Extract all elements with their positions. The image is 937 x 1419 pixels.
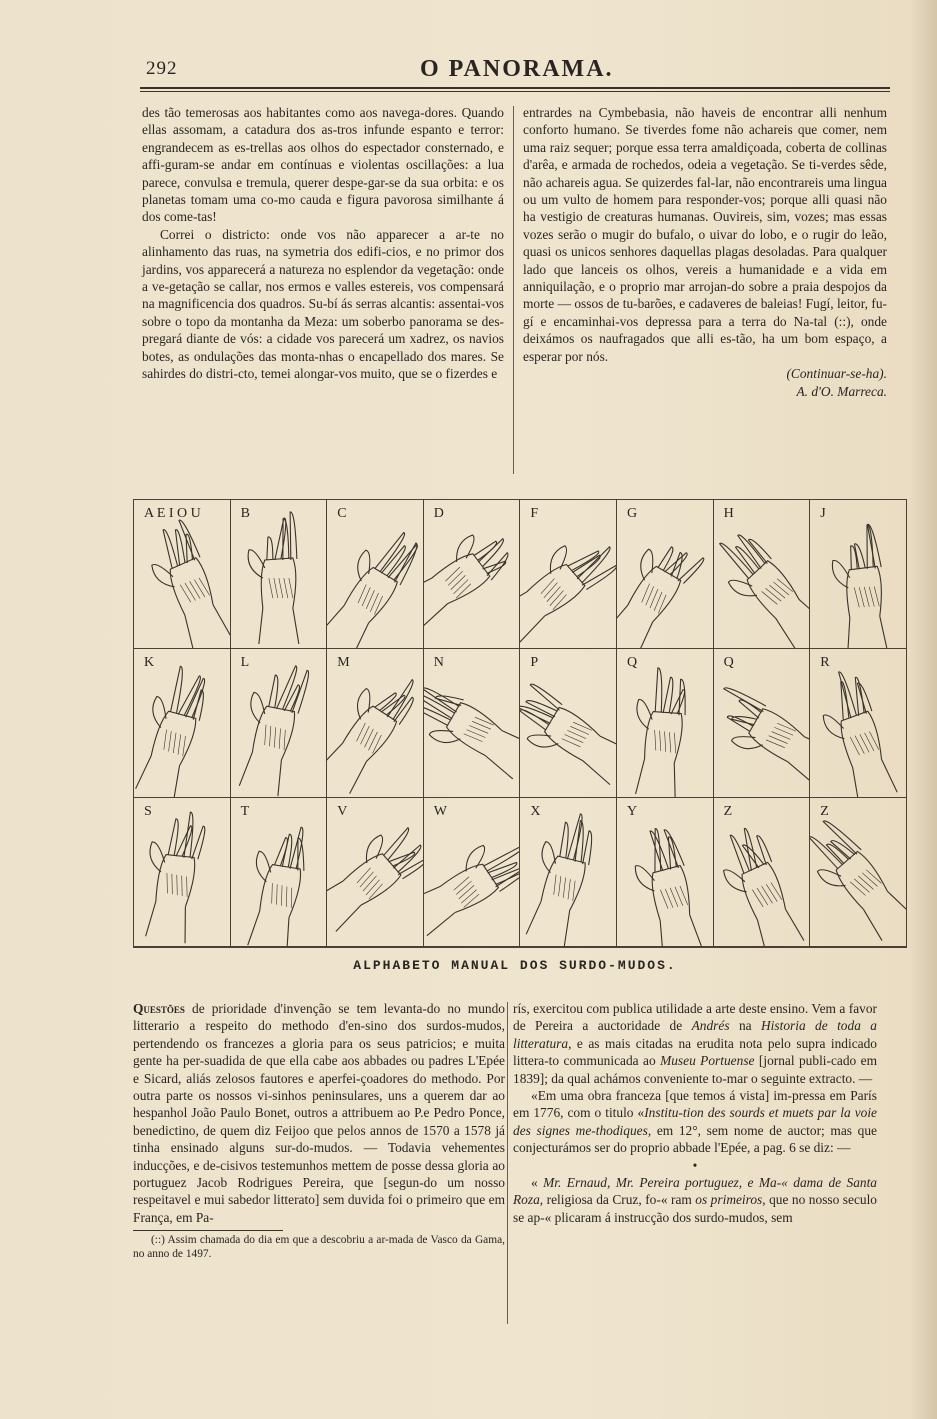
paragraph: entrardes na Cymbebasia, não haveis de encontrar alli nenhum conforto humano. Se tiverdes fome não achareis que comer, nem uma raiz sequer; porque essa terra amaldiçoada, coberta de collinas d'arêa, e armada de rochedos, odeia a vegetação. Se ti-verdes sêde, não achareis agua. Se quizerdes fal-lar, não encontrareis uma lingua ou um vulto de homem para responder-vos; porque alli quasi não ha vestigio de creaturas humanas. Ouvireis, sim, vozes; mas essas vozes serão o mugir do bufalo, o uivar do lobo, e o rugir do leão, quasi os unicos senhores daquellas plagas desoladas. Para qualquer lado que lanceis os olhos, vereis a humanidade e a vida em anniquilação, e o proprio mar arrojan-do sobre a praia despojos da morte — ossos de tu-barões, e cadaveres de baleias! Fugí, leitor, fu-gí e encaminhai-vos depressa para a terra do Na-tal (::), onde deixámos os naufragados que alli es-tão, ha um bom espaço, a esperar por nós.	[523, 105, 887, 364]
lead-word: Questões	[133, 1001, 185, 1016]
sign-cell	[327, 649, 424, 798]
sign-cell	[424, 798, 521, 947]
sign-cell	[134, 649, 231, 798]
sign-letter-label: W	[433, 804, 448, 819]
header-rule	[140, 87, 890, 89]
hand-sign-illustration	[327, 798, 424, 947]
sign-cell	[617, 649, 714, 798]
sign-letter-label: V	[337, 804, 348, 819]
sign-cell	[520, 649, 617, 798]
paragraph: Correi o districto: onde vos não apparecer a ar-te no alinhamento das ruas, na symetria dos edifi-cios, e no primor dos jardins, vos apparecerá a natureza no esplendor da vegetação: onde a ve-getação se callar, nos ermos e valles estereis, vos compensará na magnificencia dos quadros. Su-bí ás serras alcantis: assentai-vos sobre o topo da montanha da Meza: um soberbo panorama se des-pregará diante de vós: a cidade vos parecerá um xadrez, os navios botes, as ondulações das monta-nhas o encapellado dos mares. Se sahirdes do distri-cto, temei alongar-vos muito, que se o fizerdes e	[142, 226, 504, 382]
sign-letter-label: Z	[723, 804, 733, 819]
hand-sign-illustration	[714, 798, 811, 947]
sign-letter-label: Q	[627, 655, 638, 670]
hand-sign-illustration	[134, 500, 231, 649]
sign-letter-label: N	[433, 655, 444, 670]
italic-name: Andrés	[691, 1018, 730, 1034]
sign-alphabet-plate	[133, 499, 907, 948]
top-left-column	[142, 104, 504, 383]
sign-cell	[327, 798, 424, 947]
bottom-left-column	[133, 1000, 505, 1262]
sign-cell	[714, 500, 811, 649]
hand-sign-illustration	[327, 500, 424, 649]
hand-sign-illustration	[424, 798, 521, 947]
sign-letter-label: Y	[627, 804, 638, 819]
sign-cell	[714, 649, 811, 798]
sign-letter-label: F	[530, 506, 539, 521]
sign-letter-label: H	[723, 506, 734, 521]
paragraph: des tão temerosas aos habitantes como aos navega-dores. Quando ellas assomam, a catadura dos as-tros infunde espanto e terror: engrandecem as es-trellas aos olhos do espectador consternado, e affi-guram-se andar em contínuas e violentas oscillações: a lua parece, convulsa e tremula, querer despe-gar-se da sua orbita: e os planetas tomam uma co-mo cauda e figura pavorosa similhante á dos come-tas!	[142, 105, 504, 225]
text-run: rís, exercitou com publica utilidade a arte deste ensino. Vem a favor de Pereira a auctoridade de	[513, 1001, 877, 1034]
sign-cell	[134, 500, 231, 649]
paragraph-text: de prioridade d'invenção se tem levanta-do no mundo litterario a respeito do methodo d'en-sino dos surdos-mudos, pertendendo os francezes a gloria para os seus patricios; e muita gente ha per-suadida de que ella cabe aos abbades ou padres L'Epée e Sicard, aliás zelosos fautores e aperfei-çoadores do methodo. Por outra parte os nossos vi-sinhos peninsulares, uns a querem dar ao hespanhol João Paulo Bonet, outros a attribuem ao P.e Pedro Ponce, benedictino, de quem diz Feijoo que pelos annos de 1570 a 1578 já tinha ensinado alguns sur-do-mudos. — Todavia vehementes inducções, e de-cisivos testemunhos mettem de posse dessa gloria ao portuguez Jacob Rodrigues Pereira, que [segun-do um nosso respeitavel e mui sabedor litterato] sem duvida foi o primeiro que em França, em Pa-	[133, 1001, 505, 1225]
hand-sign-illustration	[134, 649, 231, 798]
sign-cell	[424, 649, 521, 798]
sign-letter-label: T	[240, 804, 250, 819]
column-divider	[513, 106, 514, 474]
sign-cell	[810, 649, 907, 798]
sign-letter-label: D	[433, 506, 444, 521]
sign-letter-label: S	[144, 804, 152, 819]
sign-cell	[231, 798, 328, 947]
hand-sign-illustration	[424, 649, 521, 798]
sign-letter-label: M	[337, 655, 350, 670]
text-run: «Em uma obra franceza [que temos á vista] im-pressa em París em 1776, com o titulo «	[513, 1088, 877, 1121]
sign-letter-label: J	[820, 506, 826, 521]
sign-cell	[617, 798, 714, 947]
sign-cell	[327, 500, 424, 649]
page-edge-shadow	[909, 0, 937, 1419]
sign-cell	[714, 798, 811, 947]
text-run: , religiosa da Cruz, fo-« ram	[539, 1192, 696, 1208]
footnote: (::) Assim chamada do dia em que a descobriu a ar-mada de Vasco da Gama, no anno de 1497.	[133, 1234, 505, 1261]
text-run: , que no nosso seculo se ap-« plicaram á instrucção dos surdo-mudos, sem	[513, 1192, 878, 1225]
plate-caption: ALPHABETO MANUAL DOS SURDO-MUDOS.	[353, 958, 677, 973]
sign-cell	[520, 798, 617, 947]
sign-letter-label: P	[530, 655, 539, 670]
hand-sign-illustration	[617, 649, 714, 798]
italic-title: Historia de toda a litteratura	[513, 1018, 877, 1051]
paragraph	[513, 1000, 877, 1087]
hand-sign-illustration	[810, 500, 907, 649]
sign-letter-label: L	[240, 655, 250, 670]
italic-names: Mr. Ernaud, Mr. Pereira portuguez, e Ma-« dama de Santa Roza	[513, 1175, 877, 1208]
sign-letter-label: Z	[820, 804, 829, 819]
sign-cell	[617, 500, 714, 649]
column-divider	[507, 1002, 508, 1324]
sign-letter-label: C	[337, 506, 347, 521]
sign-cell	[424, 500, 521, 649]
text-run: «	[531, 1175, 544, 1191]
journal-title: O PANORAMA.	[420, 56, 614, 82]
sign-letter-label: G	[627, 506, 638, 521]
paragraph	[133, 1000, 505, 1226]
page-number: 292	[146, 58, 178, 79]
paragraph	[513, 1087, 877, 1157]
separator-dot: •	[692, 1157, 698, 1173]
sign-cell	[810, 798, 907, 947]
hand-sign-illustration	[714, 649, 811, 798]
sign-cell	[810, 500, 907, 649]
sign-letter-label: R	[820, 655, 830, 670]
top-right-column	[523, 104, 887, 400]
hand-sign-illustration	[424, 500, 521, 649]
bottom-right-column	[513, 1000, 877, 1226]
hand-sign-illustration	[520, 649, 617, 798]
sign-cell	[231, 500, 328, 649]
italic-phrase: os primeiros	[695, 1192, 763, 1208]
hand-sign-illustration	[714, 500, 811, 649]
hand-sign-illustration	[617, 500, 714, 649]
sign-letter-label: A E I O U	[144, 506, 201, 521]
hand-sign-illustration	[520, 500, 617, 649]
hand-sign-illustration	[231, 649, 328, 798]
text-run: , e as mais citadas na erudita nota pelo supra indicado littera-to communicada ao	[513, 1035, 877, 1069]
sign-letter-label: K	[144, 655, 155, 670]
hand-sign-illustration	[520, 798, 617, 947]
text-run: , em 12°, sem nome de auctor; mas que conjecturámos ser do proprio abbade l'Epée, a pag. 6 se diz: —	[513, 1122, 877, 1156]
hand-sign-illustration	[231, 798, 328, 947]
hand-sign-illustration	[231, 500, 328, 649]
continuation-note: (Continuar-se-ha).	[786, 366, 887, 382]
sign-letter-label: Q	[723, 655, 734, 670]
hand-sign-illustration	[810, 649, 907, 798]
sign-cell	[520, 500, 617, 649]
sign-letter-label: B	[240, 506, 250, 521]
hand-sign-illustration	[327, 649, 424, 798]
hand-sign-illustration	[134, 798, 231, 947]
sign-cell	[134, 798, 231, 947]
page-header	[140, 56, 890, 86]
text-run: [jornal publi-cado em 1839]; da qual achámos conveniente to-mar o seguinte extracto. —	[513, 1053, 878, 1086]
hand-sign-illustration	[617, 798, 714, 947]
sign-letter-label: X	[530, 804, 541, 819]
text-run: na	[729, 1018, 761, 1034]
sign-cell	[231, 649, 328, 798]
hand-sign-illustration	[810, 798, 907, 947]
italic-title: Museu Portuense	[660, 1053, 755, 1069]
header-rule-thin	[140, 91, 890, 92]
quotation	[513, 1174, 877, 1226]
author-signature: A. d'O. Marreca.	[796, 383, 887, 399]
italic-title: Institu-tion des sourds et muets par la voie des signes me-thodiques	[513, 1105, 877, 1138]
